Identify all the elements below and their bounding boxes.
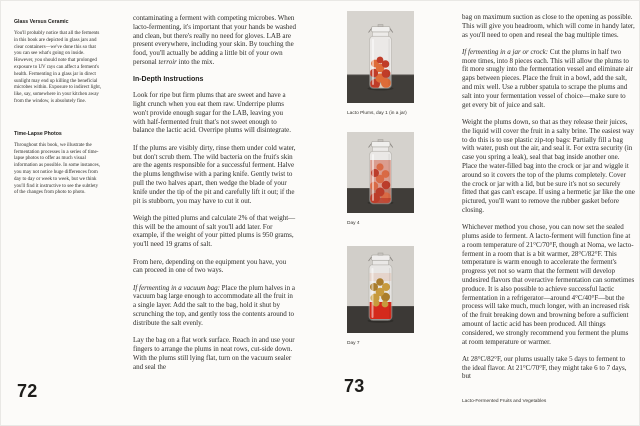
- photo-caption: Day 7: [347, 341, 360, 346]
- sidebar-note-title: Time-Lapse Photos: [14, 130, 62, 137]
- jar-photo-day7: [347, 246, 414, 333]
- body-paragraph: At 28°C/82°F, our plums usually take 5 days to ferment to the ideal flavor. At 21°C/70°F, they might take 6 to 7 days, but: [462, 354, 627, 381]
- margin-notes-column: [14, 19, 102, 222]
- sidebar-note-time-lapse-photos: [14, 131, 102, 197]
- body-paragraph: If the plums are visibly dirty, rinse them under cold water, but don't scrub them. The wild bacteria on the fruit's skin are the agents responsible for a successful ferment. Halve the plums lengthwise with a paring knife. Gently twist to pull the two halves apart, then wedge the blade of your knife under the tip of the pit and carefully lift it out; if the pit is stubborn, you may have to cut it out.: [133, 143, 296, 205]
- left-body-column: [133, 14, 296, 380]
- sidebar-note-body: Throughout this book, we illustrate the fermentation processes in a series of time-lapse photos to offer as much visual information as possible. In some instances, you may not notice huge differences from day to day or week to week, but we think you'll find it instructive to see the subtlety of the changes from photo to photo.: [14, 142, 100, 196]
- photo-lacto-plums-day4: [347, 132, 414, 227]
- body-paragraph: Lay the bag on a flat work surface. Reach in and use your fingers to arrange the plums in neat rows, cut-side down. With the plums still lying flat, turn on the vacuum sealer and seal the: [133, 336, 295, 371]
- photo-caption: Day 4: [347, 221, 360, 226]
- body-paragraph: Weight the plums down, so that as they release their juices, the liquid will cover the fruit in a salty brine. The easiest way to do this is to use plastic zip-top bags: Partially fill a bag with water, push out the air, and seal it. For extra security (in case you spring a leak), seal that bag inside another one. Place the water-filled bag into the crock or jar and wiggle it around so it covers the top of the plums completely. Cover the crock or jar with a lid, but be sure it's not so securely fitted that gas can't escape. If using a hermetic jar like the one pictured, you'll want to remove the rubber gasket before closing.: [462, 117, 635, 214]
- body-paragraph: If fermenting in a jar or crock: Cut the plums in half two more times, into 8 pieces each. This will allow the plums to fit more snugly into the fermentation vessel and eliminate air gaps between pieces. Place the fruit in a bowl, add the salt, and mix well. Use a rubber spatula to scrape the plums and salt into your fermentation vessel of choice—make sure to get every bit of juice and salt.: [462, 47, 633, 109]
- jar-photo-day1: [347, 11, 414, 103]
- body-paragraph: Look for ripe but firm plums that are sweet and have a light crunch when you eat them raw. Underripe plums won't provide enough sugar for the LAB, leaving you with half-fermented fruit that's not sweet enough to balance the lactic acid. Overripe plums will disintegrate.: [133, 91, 292, 135]
- right-body-column: [462, 13, 635, 390]
- body-paragraph: Whichever method you chose, you can now set the sealed plums aside to ferment. A lacto-ferment will function fine at a room temperature of 21°C/70°F, though at Noma, we lacto-ferment in a room that is a bit warmer, 28°C/82°F. This temperature is warm enough to accelerate the ferment's progress yet not so warm that the ferment will develop undesired flavors that overactive fermentation can sometimes produce. It is also possible to achieve successful lactic fermentation in a refrigerator—around 4°C/40°F—but the process will take much, much longer, with an increased risk of the fruit breaking down and browning before a sufficient amount of lactic acid has been produced. All things considered, we strongly recommend you ferment the plums at room temperature or warmer.: [462, 223, 635, 346]
- sidebar-note-glass-versus-ceramic: [14, 19, 102, 106]
- body-paragraph: contaminating a ferment with competing microbes. When lacto-fermenting, it's important that your hands be washed and clean, but there's really no need for gloves. LAB are present everywhere, including your skin. By touching the food, you'll actually be adding a little bit of your own personal terroir into the mix.: [133, 14, 296, 66]
- section-heading: In-Depth Instructions: [133, 76, 204, 84]
- body-paragraph: bag on maximum suction as close to the opening as possible. This will give you headroom, which will come in handy later, as you'll need to open and reseal the bag multiple times.: [462, 13, 635, 39]
- body-paragraph: If fermenting in a vacuum bag: Place the plum halves in a vacuum bag large enough to accommodate all the fruit in a single layer. Add the salt to the bag, hold it shut by scrunching the top, and gently toss the contents around to distribute the salt evenly.: [133, 283, 295, 327]
- photo-lacto-plums-day7: [347, 246, 414, 347]
- body-paragraph: Weigh the pitted plums and calculate 2% of that weight—this will be the amount of salt you'll add later. For example, if the weight of your pitted plums is 950 grams, you'll need 19 grams of salt.: [133, 213, 296, 249]
- photo-lacto-plums-day1: [347, 11, 414, 117]
- photo-caption: Lacto Plums, day 1 (in a jar): [347, 111, 407, 116]
- page-number-right: 73: [344, 376, 365, 396]
- body-paragraph: From here, depending on the equipment you have, you can proceed in one of two ways.: [133, 257, 287, 275]
- jar-photo-day4: [347, 132, 414, 213]
- sidebar-note-title: Glass Versus Ceramic: [14, 19, 69, 25]
- page-number-left: 72: [17, 381, 38, 401]
- sidebar-note-body: You'll probably notice that all the ferments in this book are depicted in glass jars and clear containers—we've done this so that you can see what's going on inside. However, you should note that prolonged exposure to UV rays can affect a ferment's health. Fermenting in a glass jar in direct sunlight may end up killing the beneficial microbes within. Exposure to indirect light, like, say, somewhere in your kitchen away from the window, is absolutely fine.: [14, 31, 102, 104]
- running-footer: Lacto-Fermented Fruits and Vegetables: [462, 399, 547, 404]
